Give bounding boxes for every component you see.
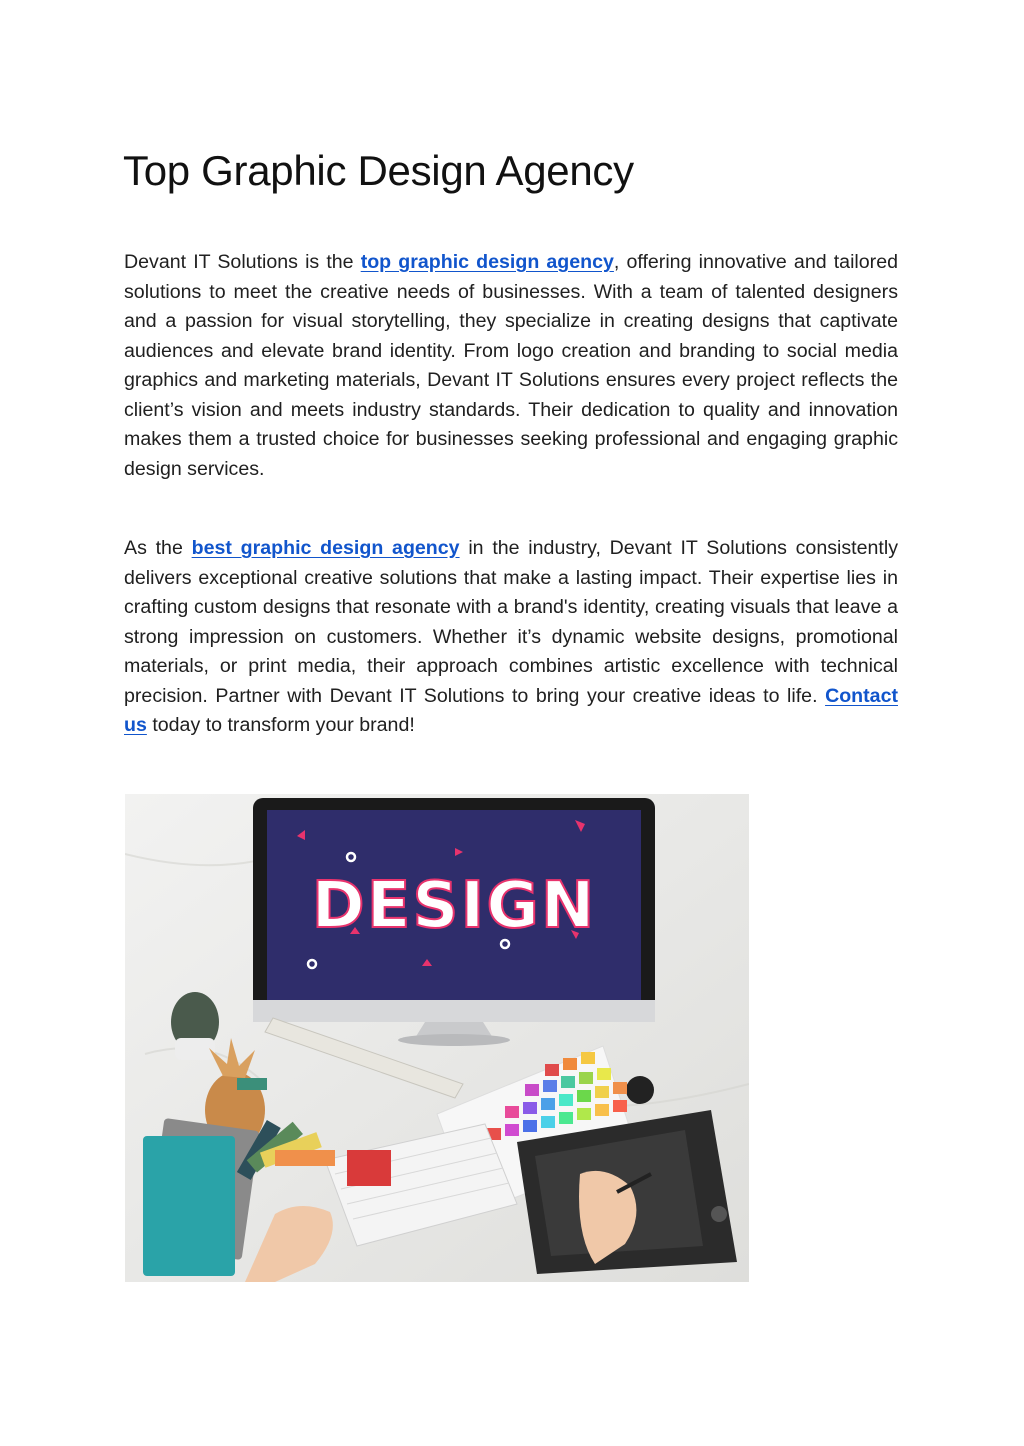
- page-title: Top Graphic Design Agency: [123, 147, 634, 194]
- best-graphic-design-agency-link[interactable]: best graphic design agency: [191, 537, 460, 559]
- paragraph-best-text-2: in the industry, Devant IT Solutions consistently delivers exceptional creative solutions that make a lasting impact. Their expertise lies in crafting custom designs that resonate with a brand's identity, creating visuals that leave a strong impression on customers. Whether it’s dynamic website designs, promotional materials, or print media, their approach combines artistic excellence with technical precision. Partner with Devant IT Solutions to bring your creative ideas to life.: [124, 537, 898, 707]
- design-workspace-illustration: [125, 794, 749, 1282]
- paragraph-best-text-1: As the: [124, 537, 192, 559]
- monitor: [253, 798, 655, 1046]
- paragraph-intro: [124, 248, 898, 484]
- paragraph-best-agency: [124, 534, 898, 741]
- teal-notebook: [143, 1118, 260, 1276]
- contact-us-link[interactable]: Contact us: [124, 684, 898, 736]
- paragraph-intro-text-1: Devant IT Solutions is the: [124, 251, 361, 273]
- top-graphic-design-agency-link[interactable]: top graphic design agency: [360, 251, 614, 273]
- design-workspace-photo: [125, 794, 749, 1282]
- cactus-plant: [171, 992, 219, 1060]
- ink-bottle: [626, 1076, 654, 1104]
- monitor-design-word: DESIGN: [311, 869, 597, 943]
- paragraph-intro-text-2: , offering innovative and tailored solutions to meet the creative needs of businesses. With a team of talented designers and a passion for visual storytelling, they specialize in creating designs that captivate audiences and elevate brand identity. From logo creation and branding to social media graphics and marketing materials, Devant IT Solutions ensures every project reflects the client’s vision and meets industry standards. Their dedication to quality and innovation makes them a trusted choice for businesses seeking professional and engaging graphic design services.: [124, 251, 898, 480]
- paragraph-best-text-3: today to transform your brand!: [146, 714, 415, 736]
